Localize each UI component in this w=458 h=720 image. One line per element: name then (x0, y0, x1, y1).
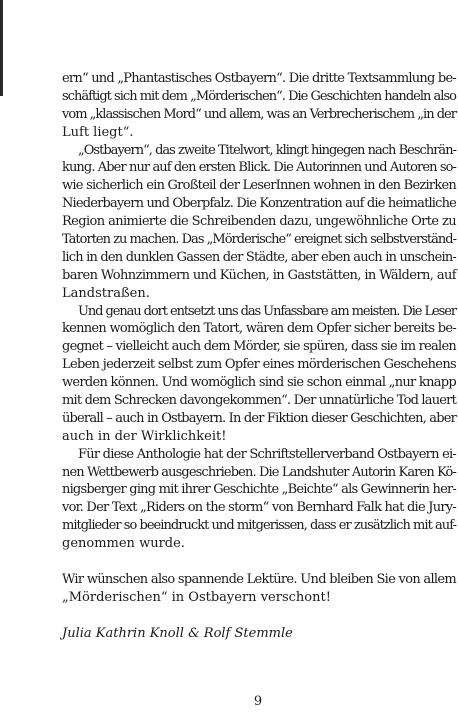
page-number: 9 (253, 694, 263, 709)
text-line: genommen wurde. (62, 536, 185, 552)
text-line: nen Wettbewerb ausgeschrieben. Die Landshuter Autorin Karen Kö- (62, 464, 456, 480)
text-line: Wir wünschen also spannende Lektüre. Und bleiben Sie von allem (62, 571, 457, 587)
text-line: ern“ und „Phantastisches Ostbayern“. Die dritte Textsammlung be- (62, 71, 456, 86)
body-text (62, 70, 456, 643)
text-line: Region animierte die Schreibenden dazu, ungewöhnliche Orte zu (62, 214, 456, 230)
main-paragraphs (62, 70, 456, 553)
text-line: baren Wohnzimmern und Küchen, in Gaststätten, in Wäldern, auf (62, 267, 456, 283)
paragraph-gap (62, 553, 456, 571)
text-line: Landstraßen. (62, 285, 150, 301)
text-line: auch in der Wirklichkeit! (62, 428, 227, 444)
text-line: mitglieder so beeindruckt und mitgerissen, dass er zusätzlich mit auf- (62, 518, 456, 534)
closing-paragraph (62, 571, 456, 607)
text-line: nigsberger ging mit ihrer Geschichte „Beichte“ als Gewinnerin her- (62, 482, 456, 498)
text-line: schäftigt sich mit dem „Mörderischen“. Die Geschichten handeln also (62, 88, 456, 104)
text-line: werden können. Und womöglich sind sie schon einmal „nur knapp (62, 375, 456, 391)
text-line: vor. Der Text „Riders on the storm“ von Bernhard Falk hat die Jury- (62, 500, 456, 516)
text-line: kennen womöglich den Tatort, wären dem Opfer sicher bereits be- (62, 321, 456, 337)
page-edge (0, 0, 3, 96)
text-line: Und genau dort entsetzt uns das Unfassbare am meisten. Die Leser (78, 303, 456, 319)
text-line: Niederbayern und Oberpfalz. Die Konzentration auf die heimatliche (62, 196, 456, 212)
text-line: Tatorten zu machen. Das „Mörderische“ ereignet sich selbstverständ- (62, 232, 456, 248)
text-line: vom „klassischen Mord“ und allem, was an Verbrecherischem „in der (62, 106, 456, 122)
text-line: Leben jederzeit selbst zum Opfer eines mörderischen Geschehens (62, 357, 456, 373)
text-line: Für diese Anthologie hat der Schriftstellerverband Ostbayern ei- (78, 446, 456, 462)
text-line: wie sicherlich ein Großteil der LeserInnen wohnen in den Bezirken (62, 178, 456, 194)
text-line: überall – auch in Ostbayern. In der Fiktion dieser Geschichten, aber (62, 410, 457, 426)
text-line: lich in den dunklen Gassen der Städte, aber eben auch in unschein- (62, 249, 456, 265)
text-line: gegnet – vielleicht auch dem Mörder, sie spüren, dass sie im realen (62, 339, 456, 355)
text-line: Luft liegt“. (62, 124, 134, 140)
text-line: mit dem Schrecken davongekommen“. Der unnatürliche Tod lauert (62, 393, 456, 409)
signature: Julia Kathrin Knoll & Rolf Stemmle (62, 625, 293, 641)
text-line: „Mörderischen“ in Ostbayern verschont! (62, 589, 331, 605)
signature-gap (62, 607, 456, 625)
text-line: kung. Aber nur auf den ersten Blick. Die Autorinnen und Autoren so- (62, 160, 456, 176)
text-line: „Ostbayern“, das zweite Titelwort, klingt hingegen nach Beschrän- (78, 142, 456, 158)
